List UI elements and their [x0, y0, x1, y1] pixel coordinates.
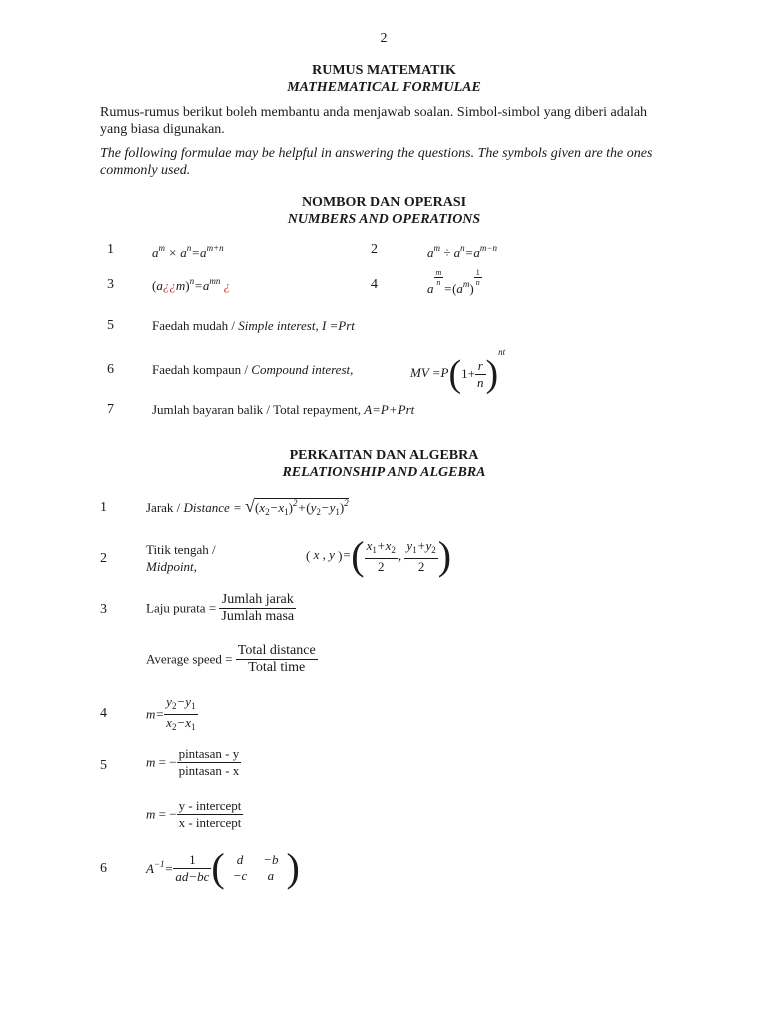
simple-interest-row: [152, 318, 355, 334]
formula-power-of-power: $(a¿¿m)^n=a^{mn}$ ¿: [152, 276, 231, 293]
formula-exponent-divide: $a^m \div a^n=a^{m-n}$: [427, 243, 497, 260]
intro-malay: Rumus-rumus berikut boleh membantu anda menjawab soalan. Simbol-simbol yang diberi adalah yang biasa digunakan.: [100, 105, 648, 137]
page-number: 2: [380, 31, 388, 46]
s1-item-number: 7: [107, 402, 114, 417]
distance-label-malay: Jarak /: [146, 500, 184, 515]
compound-interest-label-malay: Faedah kompaun /: [152, 362, 252, 377]
section2-title-malay: PERKAITAN DAN ALGEBRA: [289, 448, 479, 463]
s1-item-number: 1: [107, 242, 114, 257]
formula-fractional-exponent: a $\frac{m}{n}$ $=(a^m)$ $\frac{1}{n}$: [427, 268, 480, 296]
average-speed-label-english: Average speed: [146, 651, 222, 667]
simple-interest-label-malay: Faedah mudah /: [152, 318, 239, 333]
formula-gradient-intercept-malay: m = − $\frac{\text{pintasan - y}}{\text{pintasan - x}}$: [146, 746, 240, 778]
formula-total-repayment: A=P+Prt: [364, 402, 415, 417]
s1-item-number: 6: [107, 362, 114, 377]
s2-item-number: 5: [100, 758, 107, 773]
formula-gradient-intercept-english: m = − $\frac{\text{y - intercept}}{\text{x - intercept}}$: [146, 798, 242, 830]
average-speed-malay-row: Laju purata = $\frac{\text{Jumlah jarak}}{\text{Jumlah masa}}$: [146, 592, 295, 624]
gradient-denominator-malay: pintasan - x: [178, 763, 240, 778]
s2-item-number: 4: [100, 706, 107, 721]
average-speed-denominator-malay: Jumlah masa: [221, 609, 295, 624]
s2-item-number: 1: [100, 500, 107, 515]
total-repayment-row: [152, 402, 414, 418]
formula-exponent-multiply: $a^m \times a^n=a^{m+n}$: [152, 243, 224, 260]
average-speed-label-malay: Laju purata: [146, 600, 206, 616]
average-speed-english-row: Average speed = $\frac{\text{Total distance}}{\text{Total time}}$: [146, 643, 316, 675]
total-repayment-label: Jumlah bayaran balik / Total repayment,: [152, 402, 361, 417]
midpoint-label-malay: Titik tengah /: [146, 542, 216, 557]
formula-midpoint: ( x , y )=( $\frac{x_1+x_2}{2}$ , $\frac{y_1+y_2}{2}$ ): [306, 533, 452, 578]
average-speed-numerator-english: Total distance: [237, 643, 316, 658]
formula-inverse-matrix: $A^{-1}=$ $\frac{1}{ad-bc}$ ( d −b −c a ): [146, 845, 300, 890]
intro-english: The following formulae may be helpful in answering the questions. The symbols given are the ones commonly used.: [100, 146, 653, 178]
gradient-numerator-english: y - intercept: [178, 798, 242, 813]
gradient-denominator-english: x - intercept: [178, 815, 242, 830]
s1-item-number: 3: [107, 277, 114, 292]
midpoint-label-english: Midpoint,: [146, 559, 197, 574]
section1-title-english: NUMBERS AND OPERATIONS: [287, 212, 481, 227]
formula-gradient-points: m= $\frac{y_2-y_1}{x_2-x_1}$: [146, 694, 198, 735]
s1-item-number: 5: [107, 318, 114, 333]
formula-compound-interest: MV =P(1+ $\frac{r}{n}$ )$^{nt}$: [410, 347, 506, 396]
simple-interest-label-english: Simple interest,: [238, 318, 319, 333]
section2-title-english: RELATIONSHIP AND ALGEBRA: [282, 465, 486, 480]
distance-label-english: Distance: [183, 500, 230, 515]
average-speed-numerator-malay: Jumlah jarak: [221, 592, 294, 607]
gradient-numerator-malay: pintasan - y: [178, 746, 240, 761]
title-english: MATHEMATICAL FORMULAE: [287, 80, 481, 95]
distance-row: [146, 496, 349, 517]
compound-interest-label-english: Compound interest,: [251, 362, 354, 377]
s1-item-number: 4: [371, 277, 378, 292]
s2-item-number: 3: [100, 602, 107, 617]
compound-interest-row: [152, 362, 353, 378]
s2-item-number: 6: [100, 861, 107, 876]
section1-title-malay: NOMBOR DAN OPERASI: [301, 195, 467, 210]
title-malay: RUMUS MATEMATIK: [312, 63, 456, 78]
formula-simple-interest: I =Prt: [321, 318, 355, 333]
s2-item-number: 2: [100, 551, 107, 566]
s1-item-number: 2: [371, 242, 378, 257]
average-speed-denominator-english: Total time: [236, 659, 318, 676]
formula-distance: = $√(x_2-x_1)^2+(y_2-y_1)^2$: [233, 496, 349, 517]
